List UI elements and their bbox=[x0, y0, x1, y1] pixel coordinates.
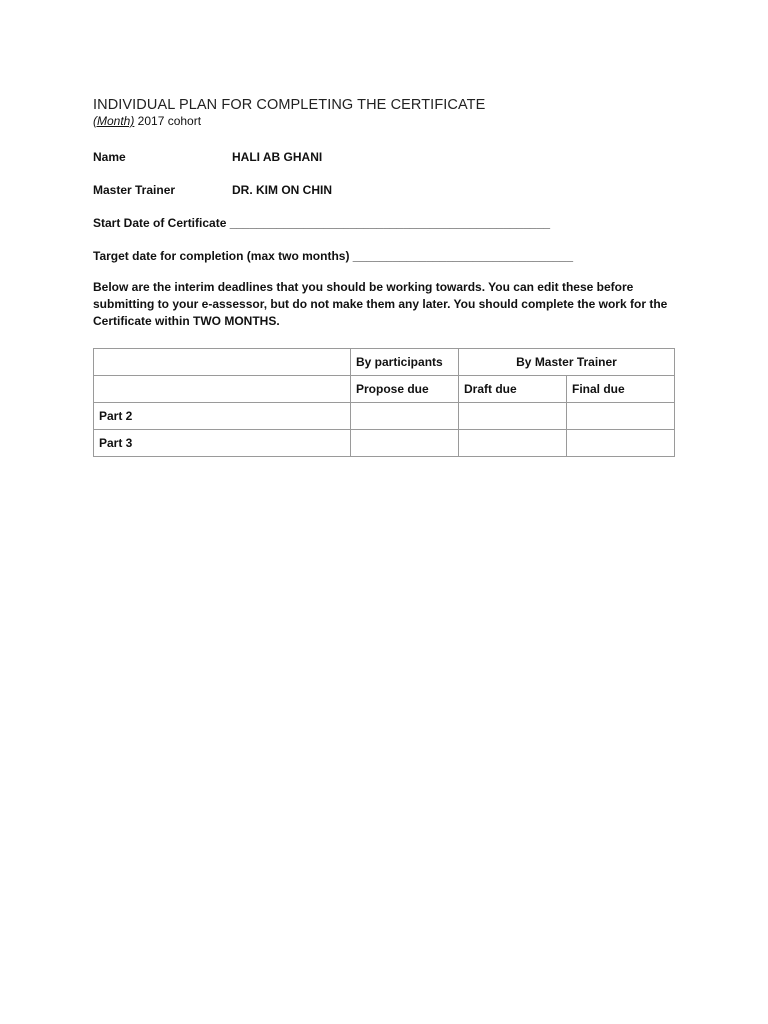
cohort-line bbox=[93, 114, 675, 129]
document-page bbox=[93, 96, 675, 457]
master-trainer-row bbox=[93, 183, 675, 198]
deadlines-table bbox=[93, 348, 675, 457]
cohort-month: (Month) bbox=[93, 114, 135, 128]
part-2-propose-due-cell[interactable] bbox=[351, 403, 459, 430]
table-row bbox=[94, 403, 675, 430]
master-trainer-label: Master Trainer bbox=[93, 183, 176, 197]
name-label: Name bbox=[93, 150, 126, 164]
part-3-propose-due-cell[interactable] bbox=[351, 430, 459, 457]
instructions-paragraph: Below are the interim deadlines that you should be working towards. You can edit these before submitting to your e-assessor, but do not make them any later. You should complete the work for the Certificate within TWO MONTHS. bbox=[93, 280, 668, 328]
target-date-field[interactable]: Target date for completion (max two months) _________________________________ bbox=[93, 249, 574, 263]
cohort-year: 2017 cohort bbox=[134, 114, 202, 128]
name-row bbox=[93, 150, 675, 165]
table-header-row-1 bbox=[94, 349, 675, 376]
part-2-draft-due-cell[interactable] bbox=[459, 403, 567, 430]
header-by-participants: By participants bbox=[351, 349, 459, 376]
table-header-row-2 bbox=[94, 376, 675, 403]
header-draft-due: Draft due bbox=[459, 376, 567, 403]
table-row bbox=[94, 430, 675, 457]
part-2-final-due-cell[interactable] bbox=[567, 403, 675, 430]
document-title: INDIVIDUAL PLAN FOR COMPLETING THE CERTIFICATE bbox=[93, 97, 486, 113]
part-3-final-due-cell[interactable] bbox=[567, 430, 675, 457]
table-cell-empty bbox=[94, 376, 351, 403]
part-3-draft-due-cell[interactable] bbox=[459, 430, 567, 457]
row-label-part-2: Part 2 bbox=[94, 403, 351, 430]
table-cell-empty bbox=[94, 349, 351, 376]
header-by-master-trainer: By Master Trainer bbox=[459, 349, 675, 376]
name-value[interactable]: HALI AB GHANI bbox=[232, 150, 323, 164]
master-trainer-value[interactable]: DR. KIM ON CHIN bbox=[232, 183, 332, 197]
header-final-due: Final due bbox=[567, 376, 675, 403]
row-label-part-3: Part 3 bbox=[94, 430, 351, 457]
header-propose-due: Propose due bbox=[351, 376, 459, 403]
start-date-field[interactable]: Start Date of Certificate ________________________________________________ bbox=[93, 216, 551, 230]
